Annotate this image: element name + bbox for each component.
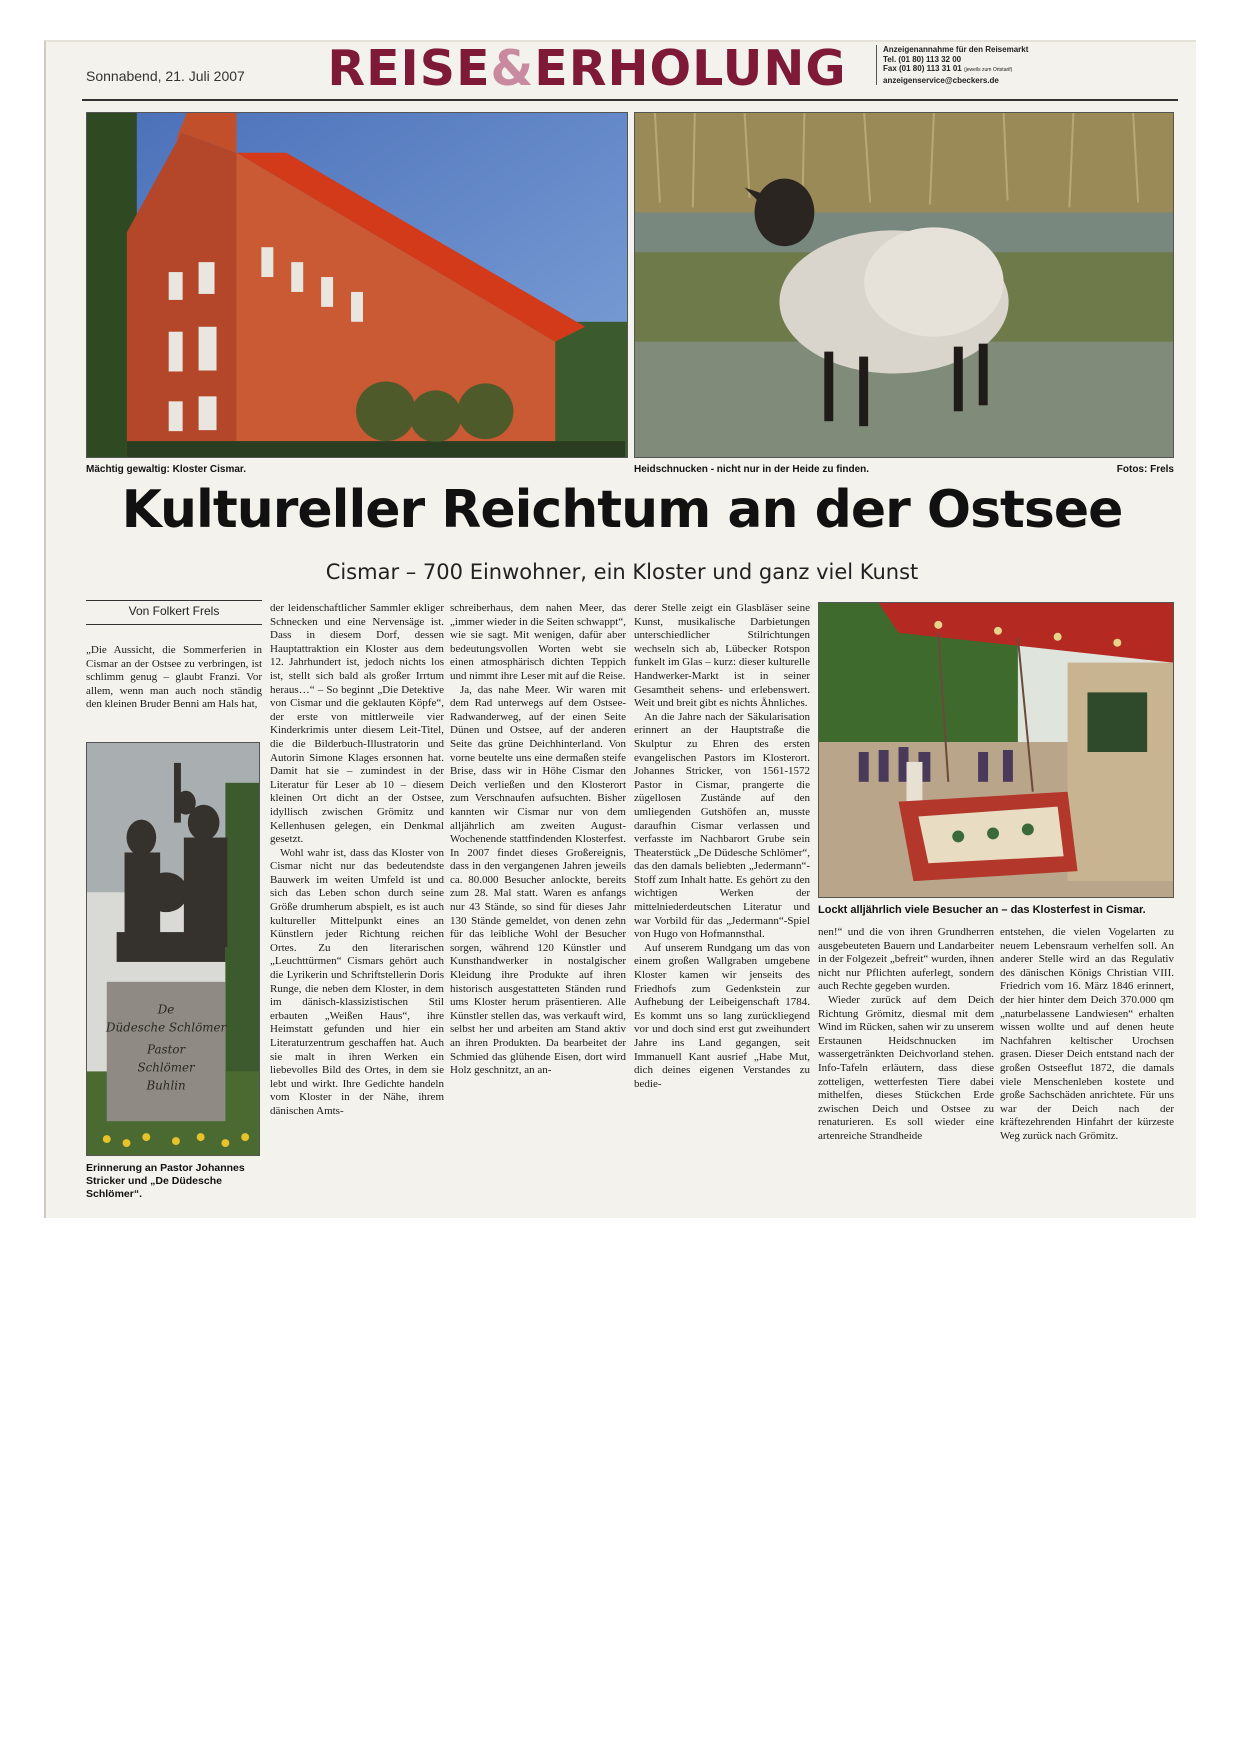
statue-illustration [87,743,259,1155]
photo-credit: Fotos: Frels [1116,464,1174,475]
paragraph: Auf unserem Rundgang um das von einem großen Wallgraben umgebene Kloster kamen wir jenseits des Friedhofs zum Gedenkstein zur Aufhebung der Leibeigenschaft 1784. Es kommt uns so lang zurückliegend vor und doch sind erst gut zweihundert Jahre ins Land gegangen, seit Immanuell Kant ausrief „Habe Mut, dich deines eigenen Verstandes zu bedie- [634,941,810,1090]
byline-rule-top [86,600,262,601]
header-rule [82,99,1178,101]
kloster-photo [86,112,628,458]
paragraph: schreiberhaus, dem nahen Meer, das „immer wieder in die Seiten schwappt“, wie sie sagt. Mit wenigen, dafür aber bedeutungsvollen Worten webt sie einen atmosphärisch dichten Teppich und nimmt ihre Leser mit auf die Reise. [450,602,626,682]
ad-contact-phone: Tel. (01 80) 113 32 00 [883,54,962,64]
article-column-2 [270,602,444,1212]
ad-contact-note: (jeweils zum Ortstarif) [963,67,1013,73]
ad-contact-heading: Anzeigenannahme für den Reisemarkt [883,45,1029,54]
sheep-caption: Heidschnucken - nicht nur in der Heide zu finden. [634,464,870,475]
statue-inscription-line: Düdesche Schlömer [106,1020,227,1035]
paragraph: An die Jahre nach der Säkularisation erinnert an der Hauptstraße die Skulptur zu Ehren des ersten evangelischen Pastors im Klosterort. Johannes Stricker, von 1561-1572 Pastor in Cismar, prangerte die zügellosen Zustände auf den umliegenden Gutshöfen an, musste daraufhin Cismar verlassen und verfasste im Nachbarort Grube sein Theaterstück „De Düdesche Schlömer“, das den damals beliebten „Jedermann“-Stoff zum Inhalt hatte. Es gehört zu den wichtigen Werken der mittelniederdeutschen Literatur und war Vorbild für das „Jedermann“-Spiel von Hugo von Hofmannsthal. [634,710,810,941]
klosterfest-photo [818,602,1174,898]
statue-inscription-line: De [157,1002,175,1017]
ad-contact-fax: Fax (01 80) 113 31 01 [883,64,962,73]
article-column-3 [450,602,626,1212]
paragraph: der leidenschaftlicher Sammler ekliger Schnecken und eine Nervensäge ist. Dass in diesem Dorf, dessen Hauptattraktion ein Kloster aus dem 12. Jahrhundert ist, jedoch nichts los ist, stellt sich bald als großer Irrtum heraus…“ – So beginnt „Die Detektive von Cismar und die geklauten Köpfe“, der erste von mittlerweile vier Kinderkrimis unter diesem Leit-Titel, die die Bilderbuch-Illustratorin und Autorin Simone Klages ersonnen hat. Damit hat sie – zumindest in der Literatur für Leser ab 10 – diesem kleinen Ort dicht an der Ostsee, idyllisch zwischen Grömitz und Kellenhusen gelegen, ein Denkmal gesetzt. [270,602,444,846]
article-column-6 [1000,926,1174,1212]
paragraph: Wieder zurück auf dem Deich Richtung Grömitz, diesmal mit dem Wind im Rücken, sahen wir zu unserem Erstaunen Heidschnucken im wassergetränkten Deichvorland stehen. Info-Tafeln erläutern, dass diese zotteligen, wetterfesten Tiere dabei mithelfen, dieses Stückchen Erde zwischen Deich und Ostsee zu renaturieren. Es soll wieder eine artenreiche Strandheide [818,993,994,1142]
article-column-1 [86,644,262,734]
statue-photo [86,742,260,1156]
kloster-illustration [87,113,627,457]
paragraph: entstehen, die vielen Vogelarten zu neuem Lebensraum verhelfen soll. An anderer Stelle wird an das Regulativ des dänischen Königs Christian VIII. Friedrich vom 16. März 1846 erinnert, der hier hinter dem Deich 370.000 qm „naturbelassene Landwiesen“ erhalten wissen wollte und auf denen heute Nachfahren keltischer Urochsen grasen. Dieser Deich entstand nach der großen Ostseeflut 1872, die damals viele Menschenleben kostete und große Sachschäden anrichtete. Für uns war der Deich nach der kräftezehrenden Hinfahrt der kürzeste Weg zurück nach Grömitz. [1000,926,1174,1142]
byline: Von Folkert Frels [128,604,220,618]
ad-contact-box [876,45,1176,85]
article-headline: Kultureller Reichtum an der Ostsee [121,480,1123,540]
article-subline: Cismar – 700 Einwohner, ein Kloster und ganz viel Kunst [325,560,919,584]
article-column-5 [818,926,994,1212]
paragraph: Wohl wahr ist, dass das Kloster von Cismar nicht nur das bedeutendste Bauwerk im weiten Umfeld ist und sich das Leben schon durch seine Größe drumherum abspielt, es ist auch kultureller Mittelpunkt eines an Künstlern jeder Richtung reichen Ortes. Zu den literarischen „Leuchttürmen“ Cismars gehört auch die Lyrikerin und Schriftstellerin Doris Runge, die neben dem Kloster, in dem im dänisch-klassizistischen Stil erbauten „Weißen Haus“, ihre Heimstatt gefunden und hier ein Literaturzentrum geschaffen hat. Auch sie malt in ihren Werken ein liebevolles Bild des Ortes, in dem sie lebt und wirkt. Ihre Gedichte handeln vom Kloster in der Nähe, ihrem dänischen Amts- [270,846,444,1117]
paragraph: Ja, das nahe Meer. Wir waren mit dem Rad unterwegs auf dem Ostsee-Radwanderweg, auf der einen Seite Dünen und Ostsee, auf der anderen Seite das grüne Deichhinterland. Von vorne beutelte uns eine dermaßen steife Brise, dass wir in Höhe Cismar den Deich verließen und den Klosterort zum Verschnaufen aufsuchten. Bisher kannten wir Cismar nur von dem alljährlich am zweiten August-Wochenende stattfindenden Klosterfest. In 2007 findet dieses Großereignis, dass in den vergangenen Jahren jeweils ca. 80.000 Besucher anlockte, bereits zum 28. Mal statt. Waren es anfangs nur 43 Stände, so sind für dieses Jahr 130 Stände gemeldet, von denen zehn für das leibliche Wohl der Besucher sorgen, während 120 Künstler und Kunsthandwerker in nostalgischer Kleidung ihre Produkte auf ihren historisch ausgestatteten Ständen rund ums Kloster herum präsentieren. Alle Künstler stellen das, was verkauft wird, selbst her und arbeiten am Stand aktiv an ihren Produkten. Da bearbeitet der Schmied das glühende Eisen, dort wird Holz geschnitzt, an an- [450,683,626,1077]
byline-rule-bottom [86,624,262,625]
statue-inscription-line: Pastor [147,1042,186,1057]
statue-inscription-line: Buhlin [146,1078,186,1093]
paragraph: nen!“ und die von ihren Grundherren ausgebeuteten Bauern und Landarbeiter in der Folgezeit „befreit“ wurden, ihnen nicht nur Pflichten auferlegt, sondern auch Rechte gegeben wurden. [818,926,994,993]
klosterfest-illustration [819,603,1173,897]
article-column-4 [634,602,810,1212]
sheep-illustration [635,113,1173,457]
ad-contact-email: anzeigenservice@cbeckers.de [883,75,999,85]
section-title [311,42,863,96]
section-title-ampersand: & [490,40,535,97]
paragraph: derer Stelle zeigt ein Glasbläser seine Kunst, musikalische Darbietungen unterschiedlicher Stilrichtungen wechseln sich ab, Lübecker Rotspon funkelt im Glas – kurz: dieser kulturelle Handwerker-Markt ist in seiner Gesamtheit sehens- und erlebenswert. Weit und breit gibt es nichts Ähnliches. [634,602,810,710]
kloster-caption: Mächtig gewaltig: Kloster Cismar. [86,464,247,475]
newspaper-clipping [44,40,1196,1218]
statue-caption: Erinnerung an Pastor Johannes Stricker und „De Düdesche Schlömer“. [86,1162,245,1200]
ad-contact-fax-line [883,64,1176,76]
paragraph: „Die Aussicht, die Sommerferien in Cismar an der Ostsee zu verbringen, ist schlimm genug – glaubt Franzi. Vor allem, wenn man auch noch ständig den kleinen Bruder Benni am Hals hat, [86,644,262,711]
klosterfest-caption: Lockt alljährlich viele Besucher an – das Klosterfest in Cismar. [818,904,1146,916]
section-title-left: REISE [327,40,491,97]
statue-inscription-line: Schlömer [137,1060,195,1075]
sheep-photo [634,112,1174,458]
section-title-right: ERHOLUNG [534,40,847,97]
issue-date: Sonnabend, 21. Juli 2007 [86,68,245,84]
